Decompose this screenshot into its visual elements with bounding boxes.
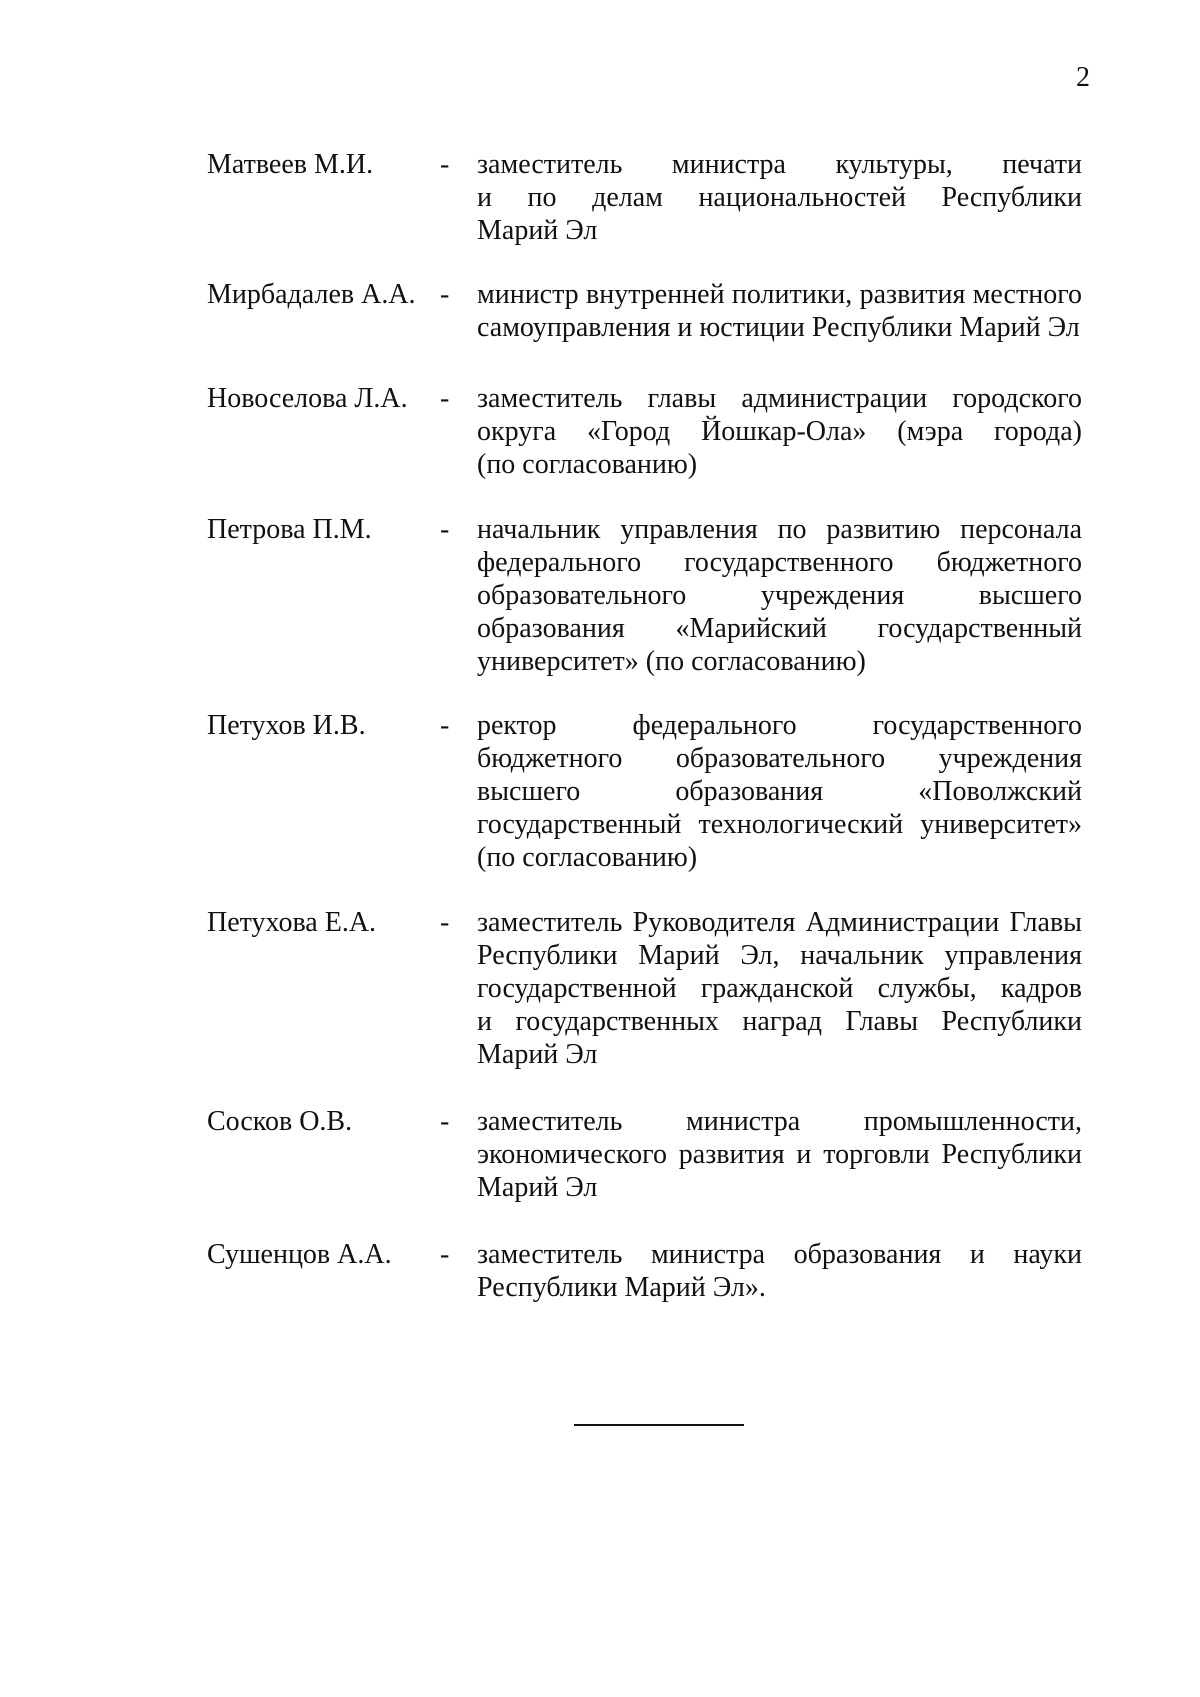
member-name: Мирбадалев А.А. xyxy=(207,279,416,310)
member-name: Петухов И.В. xyxy=(207,710,366,741)
position-line: министр внутренней политики, развития местного xyxy=(477,279,1082,310)
dash-separator: - xyxy=(440,279,450,310)
member-position xyxy=(477,278,1082,344)
dash-separator: - xyxy=(440,1106,450,1137)
position-line: заместитель Руководителя Администрации Главы xyxy=(477,907,1082,938)
member-name: Петухова Е.А. xyxy=(207,907,377,938)
position-line: ректор федерального государственного xyxy=(477,710,1082,741)
dash-separator: - xyxy=(440,149,450,180)
dash-separator: - xyxy=(440,514,450,545)
position-line: заместитель министра образования и науки xyxy=(477,1239,1082,1270)
position-line: высшего образования «Поволжский xyxy=(477,776,1082,807)
member-position xyxy=(477,382,1082,481)
position-line: самоуправления и юстиции Республики Марий Эл xyxy=(477,312,1080,343)
page-number: 2 xyxy=(1076,62,1090,93)
position-line: федерального государственного бюджетного xyxy=(477,547,1082,578)
dash-separator: - xyxy=(440,1239,450,1270)
position-line: Марий Эл xyxy=(477,1172,598,1203)
position-line: (по согласованию) xyxy=(477,842,698,873)
dash-separator: - xyxy=(440,710,450,741)
member-position xyxy=(477,148,1082,247)
position-line: бюджетного образовательного учреждения xyxy=(477,743,1082,774)
member-name: Сушенцов А.А. xyxy=(207,1239,392,1270)
member-position xyxy=(477,709,1082,874)
position-line: (по согласованию) xyxy=(477,449,698,480)
member-name: Новоселова Л.А. xyxy=(207,383,408,414)
position-line: и государственных наград Главы Республики xyxy=(477,1006,1082,1037)
dash-separator: - xyxy=(440,383,450,414)
position-line: Марий Эл xyxy=(477,1039,598,1070)
position-line: Республики Марий Эл». xyxy=(477,1272,766,1303)
member-position xyxy=(477,906,1082,1071)
member-name: Петрова П.М. xyxy=(207,514,372,545)
member-position xyxy=(477,1105,1082,1204)
member-name: Сосков О.В. xyxy=(207,1106,353,1137)
position-line: образовательного учреждения высшего xyxy=(477,580,1082,611)
position-line: университет» (по согласованию) xyxy=(477,646,866,677)
closing-divider xyxy=(574,1424,744,1426)
member-position xyxy=(477,1238,1082,1304)
position-line: Республики Марий Эл, начальник управления xyxy=(477,940,1082,971)
position-line: образования «Марийский государственный xyxy=(477,613,1082,644)
position-line: округа «Город Йошкар-Ола» (мэра города) xyxy=(477,416,1082,447)
position-line: заместитель министра культуры, печати xyxy=(477,149,1082,180)
position-line: Марий Эл xyxy=(477,215,598,246)
position-line: государственной гражданской службы, кадров xyxy=(477,973,1082,1004)
position-line: заместитель министра промышленности, xyxy=(477,1106,1082,1137)
member-position xyxy=(477,513,1082,678)
position-line: начальник управления по развитию персонала xyxy=(477,514,1082,545)
position-line: экономического развития и торговли Республики xyxy=(477,1139,1082,1170)
member-name: Матвеев М.И. xyxy=(207,149,374,180)
position-line: и по делам национальностей Республики xyxy=(477,182,1082,213)
dash-separator: - xyxy=(440,907,450,938)
position-line: государственный технологический университет» xyxy=(477,809,1082,840)
position-line: заместитель главы администрации городского xyxy=(477,383,1082,414)
